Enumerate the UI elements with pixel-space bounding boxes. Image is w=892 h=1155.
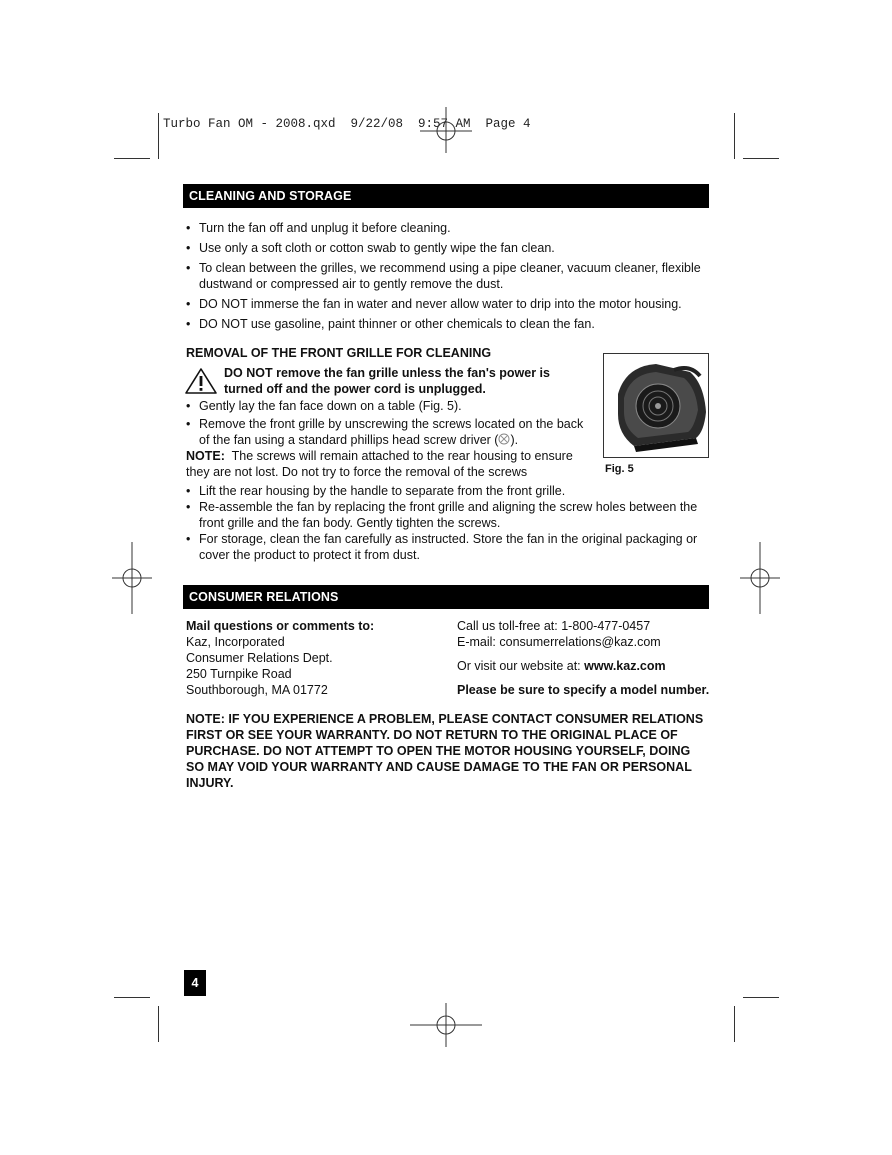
list-item: • DO NOT immerse the fan in water and never allow water to drip into the motor housing. xyxy=(186,296,706,312)
crop-mark xyxy=(734,113,735,159)
crop-mark xyxy=(743,997,779,998)
address-line: 250 Turnpike Road xyxy=(186,667,292,681)
removal-steps-list-b xyxy=(186,483,706,563)
list-item: • Gently lay the fan face down on a table (Fig. 5). xyxy=(186,398,596,414)
warranty-notice: NOTE: IF YOU EXPERIENCE A PROBLEM, PLEASE CONTACT CONSUMER RELATIONS FIRST OR SEE YOUR WARRANTY. DO NOT RETURN TO THE ORIGINAL PLACE OF PURCHASE. DO NOT ATTEMPT TO OPEN THE MOTOR HOUSING YOURSELF, DOING SO MAY VOID YOUR WARRANTY AND CAUSE DAMAGE TO THE FAN OR PERSONAL INJURY. xyxy=(186,712,704,790)
list-item: • To clean between the grilles, we recommend using a pipe cleaner, vacuum cleaner, flexible dustwand or compressed air to gently remove the dust. xyxy=(186,260,706,292)
phone-text: Call us toll-free at: 1-800-477-0457 xyxy=(457,619,651,633)
step-text-end: ). xyxy=(510,433,519,447)
subsection-title-removal: REMOVAL OF THE FRONT GRILLE FOR CLEANING xyxy=(186,346,492,360)
email-text: E-mail: consumerrelations@kaz.com xyxy=(457,635,661,649)
address-line: Kaz, Incorporated xyxy=(186,635,285,649)
crop-mark xyxy=(743,158,779,159)
mail-label: Mail questions or comments to: xyxy=(186,619,375,633)
crop-mark xyxy=(114,997,150,998)
registration-mark-icon xyxy=(112,542,152,614)
crop-mark xyxy=(158,113,159,159)
print-slug: Turbo Fan OM - 2008.qxd 9/22/08 9:57 AM Page 4 xyxy=(163,117,531,131)
list-item: • Re-assemble the fan by replacing the front grille and aligning the screw holes between the front grille and the fan body. Gently tighten the screws. xyxy=(186,499,706,531)
registration-mark-icon xyxy=(410,1003,482,1047)
warning-triangle-icon xyxy=(184,367,218,395)
removal-note xyxy=(186,448,578,480)
step-text: Remove the front grille by unscrewing the screws located on the back of the fan using a standard phillips head screw driver ( xyxy=(199,417,584,447)
website-link[interactable]: www.kaz.com xyxy=(584,659,666,673)
phillips-screw-icon xyxy=(498,433,510,445)
note-label: NOTE: xyxy=(186,449,225,463)
cleaning-bullet-list xyxy=(186,220,706,332)
note-text: The screws will remain attached to the rear housing to ensure they are not lost. Do not try to force the removal of the screws xyxy=(186,449,573,479)
page-number: 4 xyxy=(184,970,206,996)
registration-mark-icon xyxy=(740,542,780,614)
warning-text: DO NOT remove the fan grille unless the fan's power is turned off and the power cord is unplugged. xyxy=(224,366,550,396)
website-prefix: Or visit our website at: xyxy=(457,659,585,673)
list-item: • Lift the rear housing by the handle to separate from the front grille. xyxy=(186,483,706,499)
figure-fan-image xyxy=(603,353,709,458)
figure-caption: Fig. 5 xyxy=(605,463,634,475)
list-item xyxy=(186,416,596,448)
contact-block xyxy=(457,618,717,698)
crop-mark xyxy=(114,158,150,159)
mail-address-block xyxy=(186,618,446,698)
address-line: Southborough, MA 01772 xyxy=(186,683,328,697)
crop-mark xyxy=(734,1006,735,1042)
section-header-consumer: CONSUMER RELATIONS xyxy=(183,585,709,609)
model-number-note: Please be sure to specify a model number. xyxy=(457,683,710,697)
list-item: • DO NOT use gasoline, paint thinner or other chemicals to clean the fan. xyxy=(186,316,706,332)
removal-steps-list-a xyxy=(186,398,596,448)
website-line xyxy=(457,658,717,674)
registration-mark-icon xyxy=(420,105,472,155)
section-header-cleaning: CLEANING AND STORAGE xyxy=(183,184,709,208)
address-line: Consumer Relations Dept. xyxy=(186,651,333,665)
list-item: • Turn the fan off and unplug it before cleaning. xyxy=(186,220,706,236)
list-item: • Use only a soft cloth or cotton swab to gently wipe the fan clean. xyxy=(186,240,706,256)
list-item: • For storage, clean the fan carefully as instructed. Store the fan in the original packaging or cover the product to protect it from dust. xyxy=(186,531,706,563)
crop-mark xyxy=(158,1006,159,1042)
